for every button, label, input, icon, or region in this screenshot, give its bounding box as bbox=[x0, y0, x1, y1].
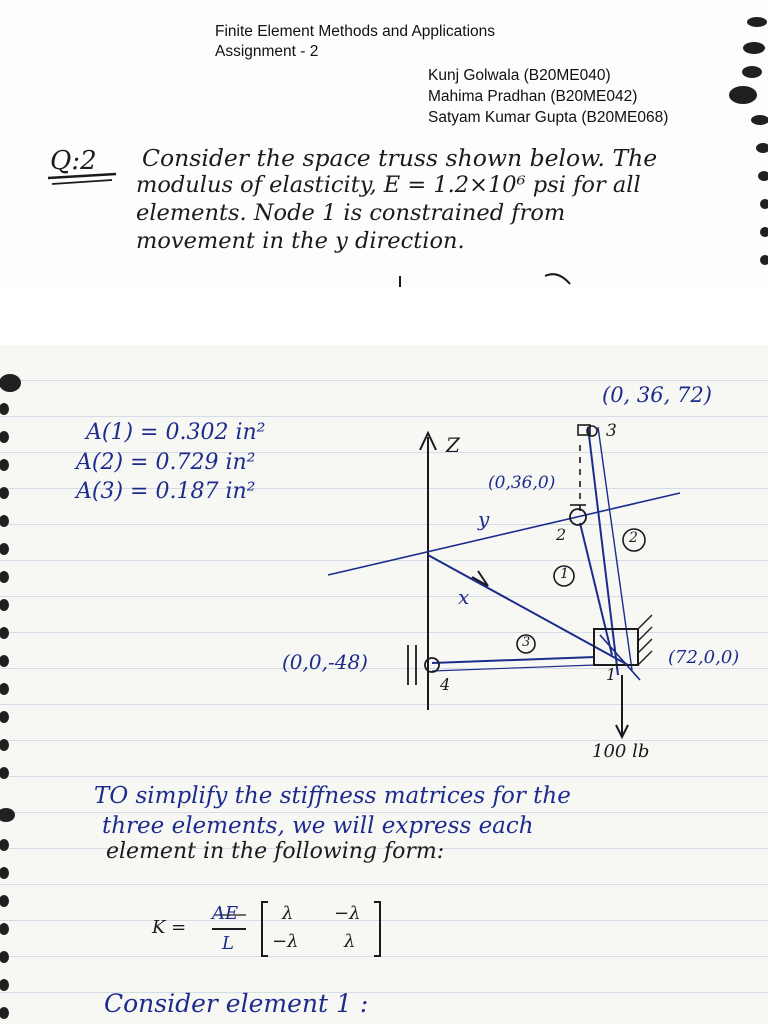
node-3-label: 3 bbox=[606, 421, 617, 441]
binder-holes-top bbox=[0, 0, 768, 287]
question-line-4: movement in the y direction. bbox=[136, 228, 465, 254]
coord-node1: (72,0,0) bbox=[668, 647, 740, 668]
footer-note: Consider element 1 : bbox=[104, 989, 369, 1018]
formula-denominator: L bbox=[222, 933, 234, 954]
assignment-page-bottom bbox=[0, 345, 768, 1024]
course-title: Finite Element Methods and Applications bbox=[215, 23, 496, 40]
matrix-11: λ bbox=[282, 903, 294, 924]
note-line-1: TO simplify the stiffness matrices for the bbox=[94, 783, 571, 809]
area-3: A(3) = 0.187 in² bbox=[76, 479, 256, 504]
area-2: A(2) = 0.729 in² bbox=[76, 450, 256, 475]
assignment-label: Assignment - 2 bbox=[215, 43, 319, 60]
note-line-2: three elements, we will express each bbox=[102, 813, 534, 839]
question-line-3: elements. Node 1 is constrained from bbox=[136, 200, 566, 226]
load-label: 100 lb bbox=[592, 741, 650, 762]
element-3-label: 3 bbox=[522, 635, 531, 650]
question-line-2: modulus of elasticity, E = 1.2×10⁶ psi for all bbox=[136, 172, 641, 198]
coord-node4: (0,0,-48) bbox=[282, 650, 368, 674]
axis-z-label: Z bbox=[446, 433, 460, 457]
coord-node3: (0, 36, 72) bbox=[602, 383, 712, 407]
area-1: A(1) = 0.302 in² bbox=[86, 420, 266, 445]
question-label: Q:2 bbox=[50, 146, 97, 176]
matrix-21: −λ bbox=[272, 931, 299, 952]
axis-y-label: y bbox=[478, 507, 490, 531]
page-gap bbox=[0, 287, 768, 345]
matrix-22: λ bbox=[344, 931, 356, 952]
node-4-label: 4 bbox=[440, 675, 451, 694]
axis-x-label: x bbox=[458, 585, 470, 609]
node-1-label: 1 bbox=[606, 665, 617, 684]
element-1-label: 1 bbox=[560, 566, 569, 582]
author-1: Kunj Golwala (B20ME040) bbox=[428, 67, 611, 84]
node-2-label: 2 bbox=[556, 525, 567, 544]
author-2: Mahima Pradhan (B20ME042) bbox=[428, 88, 638, 105]
question-line-1: Consider the space truss shown below. The bbox=[142, 144, 658, 172]
matrix-12: −λ bbox=[334, 903, 361, 924]
note-line-3: element in the following form: bbox=[106, 839, 445, 864]
binder-holes-left bbox=[0, 345, 768, 1024]
coord-node2: (0,36,0) bbox=[488, 473, 556, 493]
formula-numerator: AE bbox=[212, 903, 239, 924]
element-2-label: 2 bbox=[629, 530, 638, 546]
formula-lhs: K = bbox=[152, 917, 187, 938]
assignment-page-top bbox=[0, 0, 768, 287]
author-3: Satyam Kumar Gupta (B20ME068) bbox=[428, 109, 669, 126]
